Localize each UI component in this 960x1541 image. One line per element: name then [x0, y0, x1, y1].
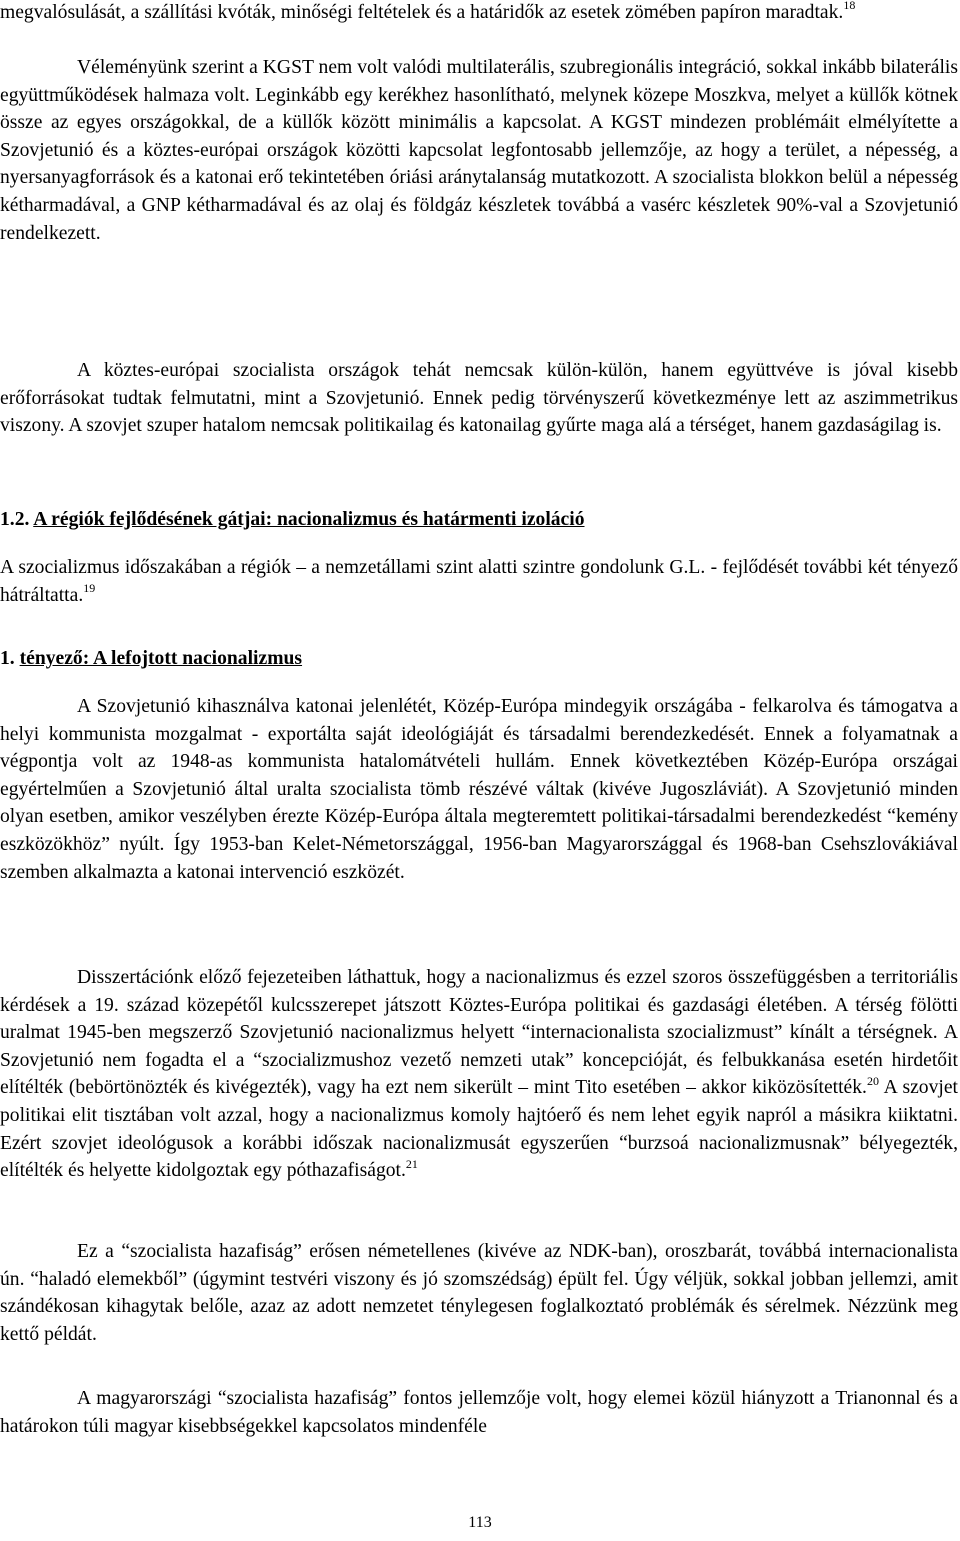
paragraph-text: A magyarországi “szocialista hazafiság” fontos jellemzője volt, hogy elemei közül hiányzott a Trianonnal és a határokon túli magyar kisebbségekkel kapcsolatos mindenféle	[0, 1388, 958, 1437]
paragraph-text: A szovjet politikai elit tisztában volt azzal, hogy a nacionalizmus komoly hajtóerő és nem lehet egyik napról a másikra kiiktatni. Ezért szovjet ideológusok a korábbi időszak nacionalizmusát egyszerűen “burzsoá nacionalizmusnak” bélyegezték, elítélték és helyette kidolgoztak egy póthazafiságot.	[0, 1077, 958, 1182]
footnote-ref: 20	[866, 1073, 879, 1088]
paragraph-nationalism	[0, 964, 958, 1185]
footnote-ref: 21	[405, 1156, 418, 1171]
paragraph-socialist-patriotism	[0, 1238, 958, 1348]
paragraph-kgst-opinion	[0, 54, 958, 247]
footnote-ref: 18	[843, 0, 856, 13]
paragraph-text: Disszertációnk előző fejezeteiben láthattuk, hogy a nacionalizmus és ezzel szoros összefüggésben a territoriális kérdések a 19. század közepétől kulcsszerepet játszott Köztes-Európa politikai és gazdasági életében. A térség fölötti uralmat 1945-ben megszerző Szovjetunió nacionalizmus helyett “internacionalista szocializmust” kínált a térségnek. A Szovjetunió nem fogadta el a “szocializmushoz vezető nemzeti utak” koncepcióját, és felbukkanása esetén hirdetőit elítélték (bebörtönözték és kivégezték), vagy ha ezt nem sikerült – mint Tito esetében – akkor kiközösítették.	[0, 967, 958, 1099]
paragraph-text: Ez a “szocialista hazafiság” erősen németellenes (kivéve az NDK-ban), oroszbarát, továbbá internacionalista ún. “haladó elemekből” (úgymint testvéri viszony és jó szomszédság) épült fel. Úgy véljük, sokkal jobban jellemzi, amit szándékosan kihagytak belőle, azaz az adott nemzetet ténylegesen foglalkoztató problémák és sérelmek. Nézzünk meg kettő példát.	[0, 1241, 958, 1345]
section-number: 1.2.	[0, 509, 30, 530]
subsection-title: tényező: A lefojtott nacionalizmus	[19, 648, 303, 669]
paragraph-text: A köztes-európai szocialista országok tehát nemcsak külön-külön, hanem együttvéve is jóval kisebb erőforrásokat tudtak felmutatni, mint a Szovjetunió. Ennek pedig törvényszerű következménye lett az aszimmetrikus viszony. A szovjet szuper hatalom nemcsak politikailag és katonailag gyűrte maga alá a térséget, hanem gazdaságilag is.	[0, 360, 958, 437]
subsection-number: 1.	[0, 648, 15, 669]
paragraph-intro	[0, 554, 958, 609]
section-heading	[0, 506, 585, 534]
subsection-heading	[0, 645, 302, 673]
paragraph-hungarian-patriotism	[0, 1385, 958, 1440]
paragraph-text: A szocializmus időszakában a régiók – a nemzetállami szint alatti szintre gondolunk G.L. - fejlődését további két tényező hátráltatta.	[0, 557, 958, 606]
page-number: 113	[468, 1514, 492, 1531]
paragraph-continuation	[0, 0, 958, 27]
paragraph-soviet-export	[0, 693, 958, 886]
paragraph-text: Véleményünk szerint a KGST nem volt valódi multilaterális, szubregionális integráció, sokkal inkább bilaterális együttműködések halmaza volt. Leginkább egy kerékhez hasonlítható, melynek közepe Moszkva, melyet a küllők kötnek össze az egyes országokkal, de a küllők között minimális a kapcsolat. A KGST mindezen problémáit elmélyítette a Szovjetunió és a köztes-európai országok közötti kapcsolat legfontosabb jellemzője, az hogy a terület, a népesség, a nyersanyagforrások és a katonai erő tekintetében óriási aránytalanság mutatkozott. A szocialista blokkon belül a népesség kétharmadával, a GNP kétharmadával és az olaj és földgáz készletek továbbá a vasérc készletek 90%-val a Szovjetunió rendelkezett.	[0, 57, 958, 244]
footnote-ref: 19	[83, 581, 96, 596]
paragraph-text: A Szovjetunió kihasználva katonai jelenlétét, Közép-Európa mindegyik országába - felkarolva és támogatva a helyi kommunista mozgalmat - exportálta saját ideológiáját és társadalmi berendezkedését. Ennek a folyamatnak a végpontja volt az 1948-as kommunista hatalomátvételi hullám. Ennek következtében Közép-Európa országai egyértelműen a Szovjetunió által uralta szocialista tömb részévé váltak (kivéve Jugoszláviát). A Szovjetunió minden olyan esetben, amikor veszélyben érezte Közép-Európa általa megteremtett politikai-társadalmi berendezkedést “kemény eszközökhöz” nyúlt. Így 1953-ban Kelet-Németországgal, 1956-ban Magyarországgal és 1968-ban Csehszlovákiával szemben alkalmazta a katonai intervenció eszközét.	[0, 696, 958, 883]
paragraph-text: megvalósulását, a szállítási kvóták, minőségi feltételek és a határidők az esetek zömében papíron maradtak.	[0, 2, 844, 23]
paragraph-asymmetry	[0, 357, 958, 440]
section-title: A régiók fejlődésének gátjai: nacionalizmus és határmenti izoláció	[33, 509, 585, 530]
